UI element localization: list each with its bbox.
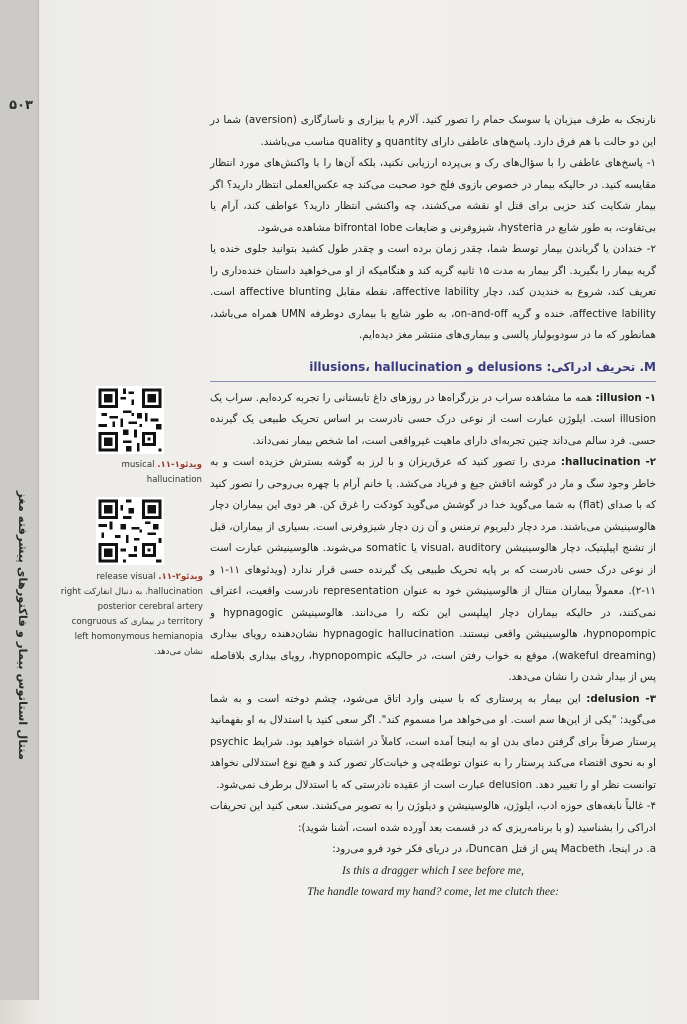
video-2-label: ویدئو۲-۱۱. [158, 572, 203, 582]
qr-code-icon [96, 386, 164, 454]
item-4-paragraph: ۴- غالباً نابغه‌های حوزه ادب، ایلوژن، هالوسینیشن و دیلوژن را به تصویر می‌کشند. سعی کنید این تحریفات ادراکی را بشناسید (و با برنامه‌ریزی که در قسمت بعد آورده شده است، آشنا شوید): [210, 800, 656, 834]
item-2-paragraph: ۲- خندادن یا گریاندن بیمار توسط شما، چقدر زمان برده است و چقدر طول کشید بتوانید جلوی خنده یا گریه بیمار را بگیرید. اگر بیمار به مدت ۱۵ ثانیه گریه کند و هنگامیکه از او می‌خواهید داستان خنده‌داری را تعریف کند، شروع به خندیدن کند، دچار affective lability، نقطه مقابل affective blunting است. affective lability، خنده و گریه on-and-off، به طور شایع با بیماری دوطرفه UMN همراه می‌باشد، همانطور که ما در سودوبولبار پالسی و بیماری‌های منتشر مغز دیده‌ایم. [210, 243, 657, 341]
page-number: ۵۰۳ [9, 98, 33, 113]
video-1-caption [72, 458, 202, 488]
intro-paragraph: نارنجک به طرف میزبان یا سوسک حمام را تصور کنید. آلارم یا بیزاری و ناسازگاری (aversion) شما در این دو حالت با هم فرق دارد. پاسخ‌های عاطفی دارای quantity و quality مناسب می‌باشند. [210, 114, 656, 148]
video-1-caption-text: musical hallucination [121, 460, 202, 485]
hallucination-text: مردی را تصور کنید که عرق‌ریزان و با لرز به گوشه بسترش خزیده است و به خاطر وجود سگ و مار در گوشه اتاقش جیغ و فریاد می‌کشد. یا خانم آرام با چهره بی‌روحی را تصور کنید که با صدای (flat) به شما می‌گوید خدا در گوشش می‌گوید کودکت را غرق کن. هر دوی این بیماران دچار هالوسینیشن می‌باشند. مرد دچار دلیریوم ترمنس و آن زن دچار شیزوفرنی است. بسیاری از بیماران، قبل از تشنج اپیلپتیک، دچار هالوسینیشن visual، auditory یا somatic می‌شوند. هالوسینیشن عبارت است از نوعی درک حسی نادرست که بر پایه تحریک طبیعی یک گیرنده حسی قرار ندارد (ویدئوهای ۱۱-۱ و ۱۱-۲). معمولاً بیماران منتال از هالوسینیشن خود به عنوان representation نادرست واقعیت، اعتراف نمی‌کنند، در حالیکه بیماران دچار اپیلپسی این نکته را می‌دانند. هالوسینیشن hypnagogic و hypnopompic، هالوسینیشن واقعی نیستند. hypnagogic hallucination نشان‌دهنده رویای بیداری (wakeful dreaming)، موقع به خواب رفتن است، در حالیکه hypnopompic، رویای بیداری بلافاصله پس از بیدار شدن را نشان می‌دهد. [210, 456, 657, 683]
hallucination-lead: ۲- hallucination: [560, 456, 657, 468]
video-2-caption-text: release visual hallucination. به دنبال انفارکت right posterior cerebral artery territory در بیماری که congruous left homonymous hemianopia نشان می‌دهد. [60, 572, 203, 657]
hallucination-paragraph [210, 452, 656, 689]
main-text-column [210, 110, 656, 903]
macbeth-quote-line-2: The handle toward my hand? come, let me clutch thee: [307, 885, 559, 898]
qr-code-video-2[interactable] [96, 497, 164, 565]
qr-code-icon [96, 497, 164, 565]
video-2-caption [60, 570, 203, 660]
video-1-label: ویدئو۱-۱۱. [157, 460, 202, 470]
macbeth-quote-line-1: Is this a dragger which I see before me, [342, 864, 524, 877]
illusion-lead: ۱- illusion: [595, 391, 656, 404]
illusion-paragraph [210, 388, 656, 453]
illusion-text: همه ما مشاهده سراب در بزرگراه‌ها در روزهای داغ تابستانی را تجربه کرده‌ایم. سراب یک illusion است. ایلوژن عبارت است از نوعی درک حسی نادرست بر اساس تحریک طبیعی یک گیرنده حسی. فرد سالم می‌داند چنین تجربه‌ای دارای ماهیت غیرواقعی است، اما شخص بیمار نمی‌داند. [210, 391, 656, 447]
running-title: منتال استاتوس بیمار و فاکتورهای پیشرفته مغز [16, 490, 30, 760]
delusion-paragraph [210, 689, 656, 797]
delusion-lead: ۳- delusion: [586, 692, 656, 705]
qr-code-video-1[interactable] [96, 386, 164, 454]
section-heading-m: M. تحریف ادراکی: delusions و illusions، hallucination [210, 357, 656, 382]
item-4a-paragraph: a. در اینجا، Macbeth پس از قتل Duncan، در دریای فکر خود فرو می‌رود: [332, 843, 656, 855]
delusion-text: این بیمار به پرستاری که با سینی وارد اتاق می‌شود، چشم دوخته است و به شما می‌گوید: "یکی از این‌ها سم است. او می‌خواهد مرا مسموم کند". اگر سعی کنید با استدلال به او بفهمانید پرستار صرفاً برای گرفتن دمای بدن او به اینجا آمده است، کاملاً در اشتباه خواهید بود. شرایط psychic او به نحوی اقتضاء می‌کند پرستار را به عنوان توطئه‌چی و خیانت‌کار تصور کند و هیچ نوع استدلالی نخواهد توانست نظر او را تغییر دهد. delusion عبارت است از عقیده نادرستی که با استدلال برطرف نمی‌شود. [210, 692, 656, 791]
item-1-paragraph: ۱- پاسخ‌های عاطفی را با سؤال‌های رک و بی‌پرده ارزیابی نکنید، بلکه آن‌ها را با واکنش‌های مورد انتظار مقایسه کنید. در حالیکه بیمار در خصوص بازوی فلج خود صحبت می‌کند چه عکس‌العملی انتظار دارید؟ اگر بیمار شکایت کند حزبی برای قتل او نقشه می‌کشند، چه واکنشی انتظار دارید؟ عواطف کند، آرام یا بی‌تفاوت، به طور شایع در hysteria، شیزوفرنی و ضایعات bifrontal lobe مشاهده می‌شود. [210, 157, 656, 234]
